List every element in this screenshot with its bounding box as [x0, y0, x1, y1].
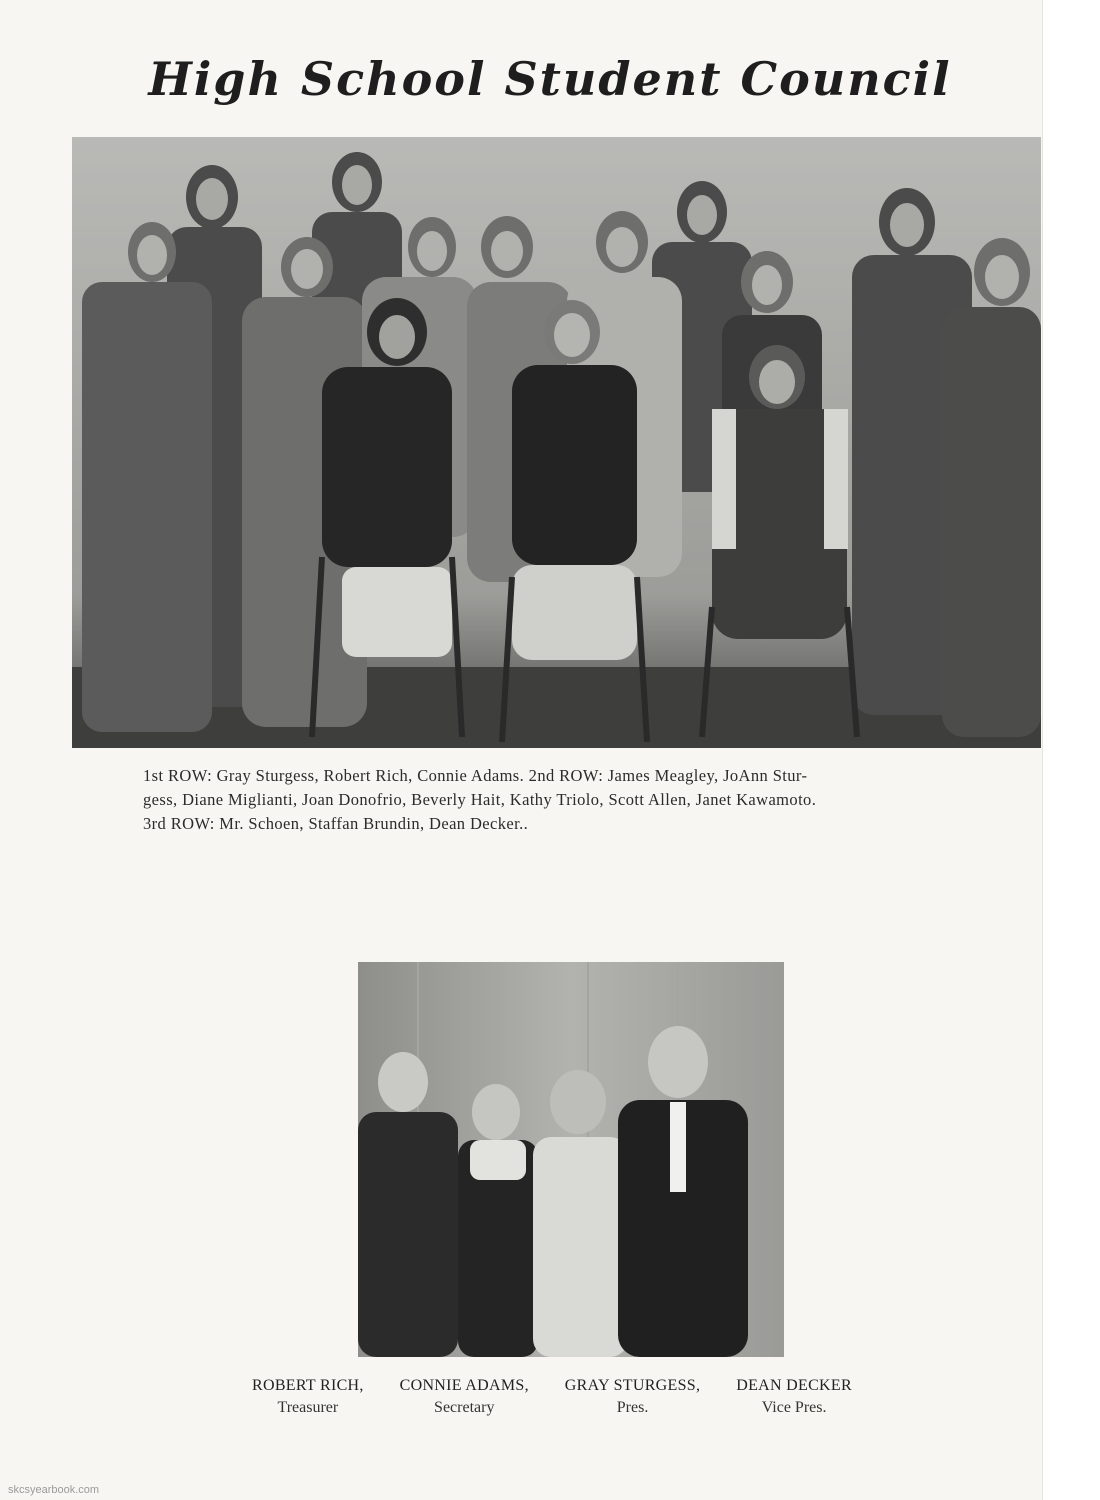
officer-vice-president: [736, 1375, 852, 1419]
officer-name: ROBERT RICH,: [252, 1377, 364, 1394]
officer-role: Pres.: [616, 1399, 649, 1416]
officer-secretary: [400, 1375, 529, 1419]
group-photo: [72, 137, 1041, 748]
page-edge: [1042, 0, 1100, 1500]
caption-line: 3rd ROW: Mr. Schoen, Staffan Brundin, Dean Decker..: [143, 814, 529, 833]
officers-photo: [358, 962, 784, 1357]
page-title: High School Student Council: [148, 52, 952, 106]
officer-role: Vice Pres.: [761, 1399, 827, 1416]
watermark: skcsyearbook.com: [8, 1484, 100, 1496]
officer-role: Secretary: [434, 1399, 495, 1416]
officer-name: CONNIE ADAMS,: [399, 1377, 529, 1394]
officers-caption: [252, 1375, 852, 1419]
officer-name: DEAN DECKER: [736, 1377, 852, 1394]
officer-name: GRAY STURGESS,: [564, 1377, 701, 1394]
caption-line: gess, Diane Miglianti, Joan Donofrio, Beverly Hait, Kathy Triolo, Scott Allen, Janet Kawamoto.: [143, 790, 817, 809]
caption-line: 1st ROW: Gray Sturgess, Robert Rich, Connie Adams. 2nd ROW: James Meagley, JoAnn Stur-: [143, 766, 808, 785]
officer-president: [565, 1375, 701, 1419]
officer-role: Treasurer: [277, 1399, 339, 1416]
officer-treasurer: [252, 1375, 364, 1419]
group-photo-caption: [143, 764, 973, 836]
